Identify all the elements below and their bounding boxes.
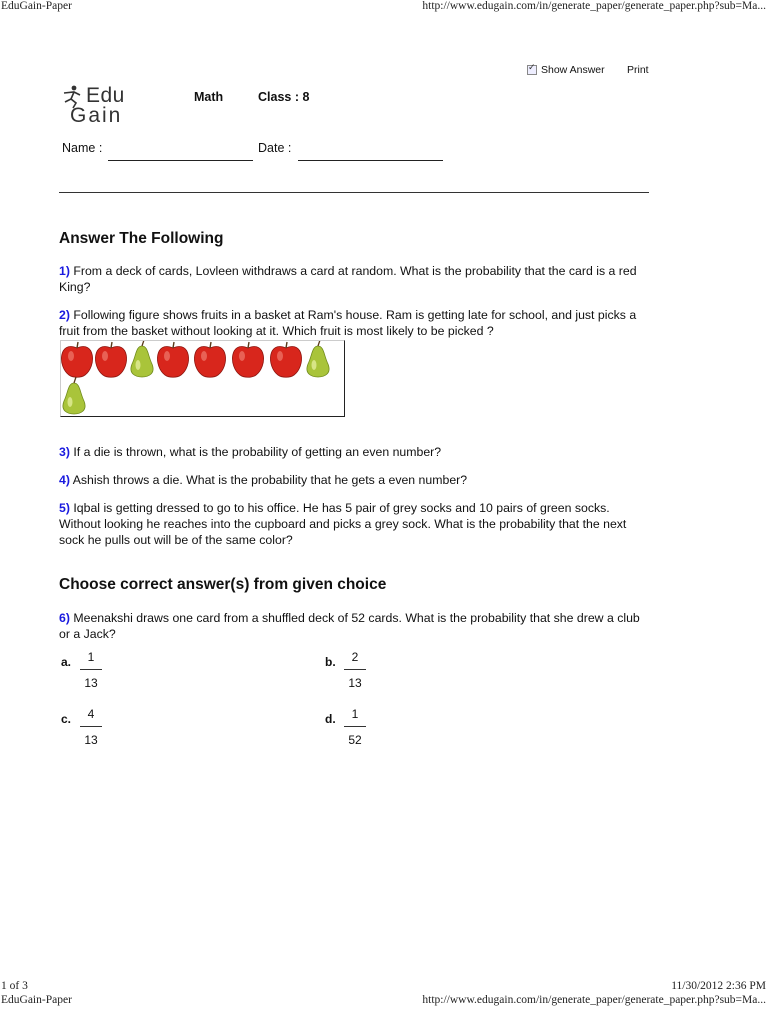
fraction-denominator: 52 <box>348 733 362 747</box>
browser-header-title: EduGain-Paper <box>1 0 72 12</box>
question-2 <box>59 308 651 340</box>
option-label: a. <box>61 655 72 669</box>
class-label: Class : 8 <box>258 90 310 104</box>
logo-text-edu: Edu <box>86 84 125 107</box>
question-text: If a die is thrown, what is the probability of getting an even number? <box>73 445 442 459</box>
question-6 <box>59 611 651 643</box>
apple-icon <box>270 342 301 377</box>
apple-icon <box>157 342 188 377</box>
header-divider <box>59 192 649 193</box>
fraction-bar <box>344 669 366 670</box>
checkbox-icon[interactable]: ✓ <box>527 65 537 75</box>
browser-footer-datetime: 11/30/2012 2:36 PM <box>671 980 766 992</box>
show-answer-toggle[interactable] <box>527 64 605 76</box>
fraction-numerator: 1 <box>351 707 359 721</box>
browser-header-url: http://www.edugain.com/in/generate_paper/generate_paper.php?sub=Ma... <box>422 0 766 12</box>
fraction-denominator: 13 <box>84 676 98 690</box>
question-text: Following figure shows fruits in a basket at Ram's house. Ram is getting late for school, and just picks a fruit from the basket without looking at it. Which fruit is most likely to be picked ? <box>59 308 637 338</box>
section-title-choose: Choose correct answer(s) from given choice <box>59 576 387 593</box>
question-number: 2) <box>59 308 70 322</box>
fraction-numerator: 2 <box>351 650 359 664</box>
fraction-bar <box>344 726 366 727</box>
fraction-bar <box>80 669 102 670</box>
option-label: d. <box>325 712 336 726</box>
fraction-numerator: 1 <box>87 650 95 664</box>
section-title-answer: Answer The Following <box>59 230 224 247</box>
logo-text-gain: Gain <box>70 104 123 127</box>
question-text: Meenakshi draws one card from a shuffled deck of 52 cards. What is the probability that she drew a club or a Jack? <box>59 611 640 641</box>
question-number: 4) <box>59 473 70 487</box>
fruit-basket-image <box>61 341 344 416</box>
apple-icon <box>61 342 92 377</box>
question-number: 6) <box>59 611 70 625</box>
date-label: Date : <box>258 141 292 155</box>
question-text: Ashish throws a die. What is the probability that he gets a even number? <box>72 473 468 487</box>
question-text: Iqbal is getting dressed to go to his office. He has 5 pair of grey socks and 10 pairs of green socks. Without looking he reaches into the cupboard and picks a grey sock. What is the probability that the next sock he pulls out will be of the same color? <box>59 501 627 547</box>
option-d[interactable] <box>325 707 445 752</box>
browser-footer-title: EduGain-Paper <box>1 994 72 1006</box>
option-c[interactable] <box>61 707 181 752</box>
name-field[interactable] <box>108 160 253 161</box>
question-3 <box>59 445 651 461</box>
edugain-logo <box>60 85 140 127</box>
pear-icon <box>63 377 85 414</box>
option-b[interactable] <box>325 650 445 695</box>
show-answer-label: Show Answer <box>541 64 605 76</box>
fraction-denominator: 13 <box>348 676 362 690</box>
question-number: 1) <box>59 264 70 278</box>
fraction-bar <box>80 726 102 727</box>
date-field[interactable] <box>298 160 443 161</box>
pear-icon <box>131 341 153 377</box>
question-number: 3) <box>59 445 70 459</box>
question-4 <box>59 473 651 489</box>
fruit-basket-figure <box>60 340 345 417</box>
fraction-numerator: 4 <box>87 707 95 721</box>
apple-icon <box>95 342 126 377</box>
print-link[interactable]: Print <box>627 64 649 76</box>
fraction-denominator: 13 <box>84 733 98 747</box>
browser-footer-url: http://www.edugain.com/in/generate_paper/generate_paper.php?sub=Ma... <box>422 994 766 1006</box>
option-label: c. <box>61 712 72 726</box>
question-5 <box>59 501 651 548</box>
pear-icon <box>307 341 329 377</box>
option-label: b. <box>325 655 336 669</box>
question-1 <box>59 264 651 296</box>
subject-label: Math <box>194 90 224 104</box>
apple-icon <box>194 342 225 377</box>
apple-icon <box>232 342 263 377</box>
name-label: Name : <box>62 141 103 155</box>
question-text: From a deck of cards, Lovleen withdraws a card at random. What is the probability that the card is a red King? <box>59 264 637 294</box>
option-a[interactable] <box>61 650 181 695</box>
browser-footer-page: 1 of 3 <box>1 980 28 992</box>
question-number: 5) <box>59 501 70 515</box>
